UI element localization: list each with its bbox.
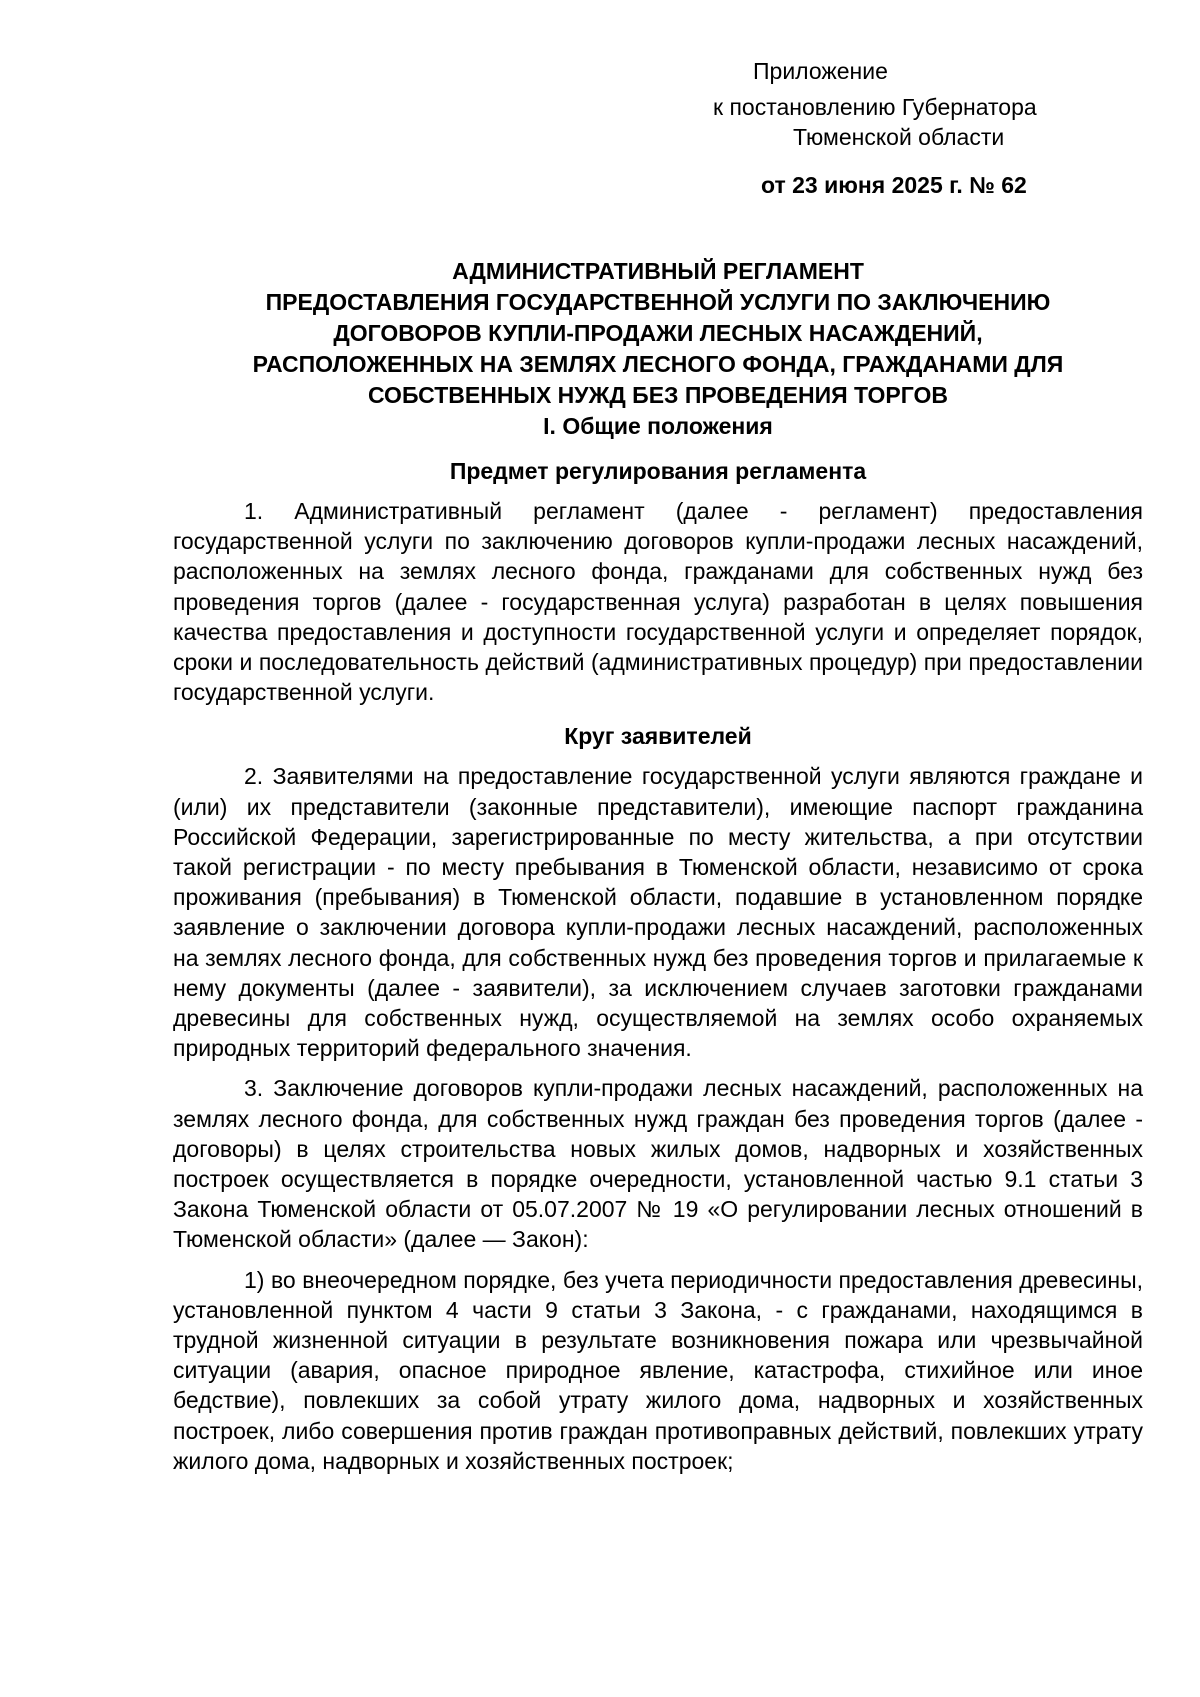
title-line-1: АДМИНИСТРАТИВНЫЙ РЕГЛАМЕНТ — [452, 258, 864, 284]
title-line-4: РАСПОЛОЖЕННЫХ НА ЗЕМЛЯХ ЛЕСНОГО ФОНДА, ГРАЖДАНАМИ ДЛЯ — [252, 351, 1064, 377]
section-heading: I. Общие положения — [543, 413, 773, 439]
title-line-3: ДОГОВОРОВ КУПЛИ-ПРОДАЖИ ЛЕСНЫХ НАСАЖДЕНИЙ, — [333, 320, 983, 346]
paragraph-3-item-1: 1) во внеочередном порядке, без учета периодичности предоставления древесины, установленной пунктом 4 части 9 статьи 3 Закона, - с гражданами, находящимся в трудной жизненной ситуации в результате возникновения пожара или чрезвычайной ситуации (авария, опасное природное явление, катастрофа, стихийное или иное бедствие), повлекших за собой утрату жилого дома, надворных и хозяйственных построек, либо совершения против граждан противоправных действий, повлекших утрату жилого дома, надворных и хозяйственных построек; — [173, 1266, 1143, 1474]
paragraph-2: 2. Заявителями на предоставление государственной услуги являются граждане и (или) их представители (законные представители), имеющие паспорт гражданина Российской Федерации, зарегистрированные по месту жительства, а при отсутствии такой регистрации - по месту пребывания в Тюменской области, независимо от срока проживания (пребывания) в Тюменской области, подавшие в установленном порядке заявление о заключении договора купли-продажи лесных насаждений, расположенных на землях лесного фонда, для собственных нужд без проведения торгов и прилагаемые к нему документы (далее - заявители), за исключением случаев заготовки гражданами древесины для собственных нужд, осуществляемой на землях особо охраняемых природных территорий федерального значения. — [173, 763, 1143, 1062]
appendix-reference-region: Тюменской области — [793, 124, 1005, 150]
subheading-applicants: Круг заявителей — [564, 723, 752, 750]
subheading-subject: Предмет регулирования регламента — [449, 458, 867, 484]
appendix-label: Приложение — [753, 58, 888, 84]
title-line-5: СОБСТВЕННЫХ НУЖД БЕЗ ПРОВЕДЕНИЯ ТОРГОВ — [368, 382, 948, 408]
title-line-2: ПРЕДОСТАВЛЕНИЯ ГОСУДАРСТВЕННОЙ УСЛУГИ ПО ЗАКЛЮЧЕНИЮ — [265, 289, 1051, 315]
paragraph-3: 3. Заключение договоров купли-продажи лесных насаждений, расположенных на землях лесного фонда, для собственных нужд граждан без проведения торгов (далее - договоры) в целях строительства новых жилых домов, надворных и хозяйственных построек осуществляется в порядке очередности, установленной частью 9.1 статьи 3 Закона Тюменской области от 05.07.2007 № 19 «О регулировании лесных отношений в Тюменской области» (далее — Закон): — [173, 1075, 1143, 1253]
paragraph-1: 1. Административный регламент (далее - регламент) предоставления государственной услуги по заключению договоров купли-продажи лесных насаждений, расположенных на землях лесного фонда, гражданами для собственных нужд без проведения торгов (далее - государственная услуга) разработан в целях повышения качества предоставления и доступности государственной услуги и определяет порядок, сроки и последовательность действий (административных процедур) при предоставлении государственной услуги. — [173, 498, 1143, 706]
document-title — [173, 256, 1143, 411]
appendix-block — [173, 56, 1143, 200]
appendix-date-number: от 23 июня 2025 г. № 62 — [761, 172, 1027, 198]
document-page — [173, 56, 1143, 1486]
appendix-reference: к постановлению Губернатора — [713, 94, 1037, 120]
